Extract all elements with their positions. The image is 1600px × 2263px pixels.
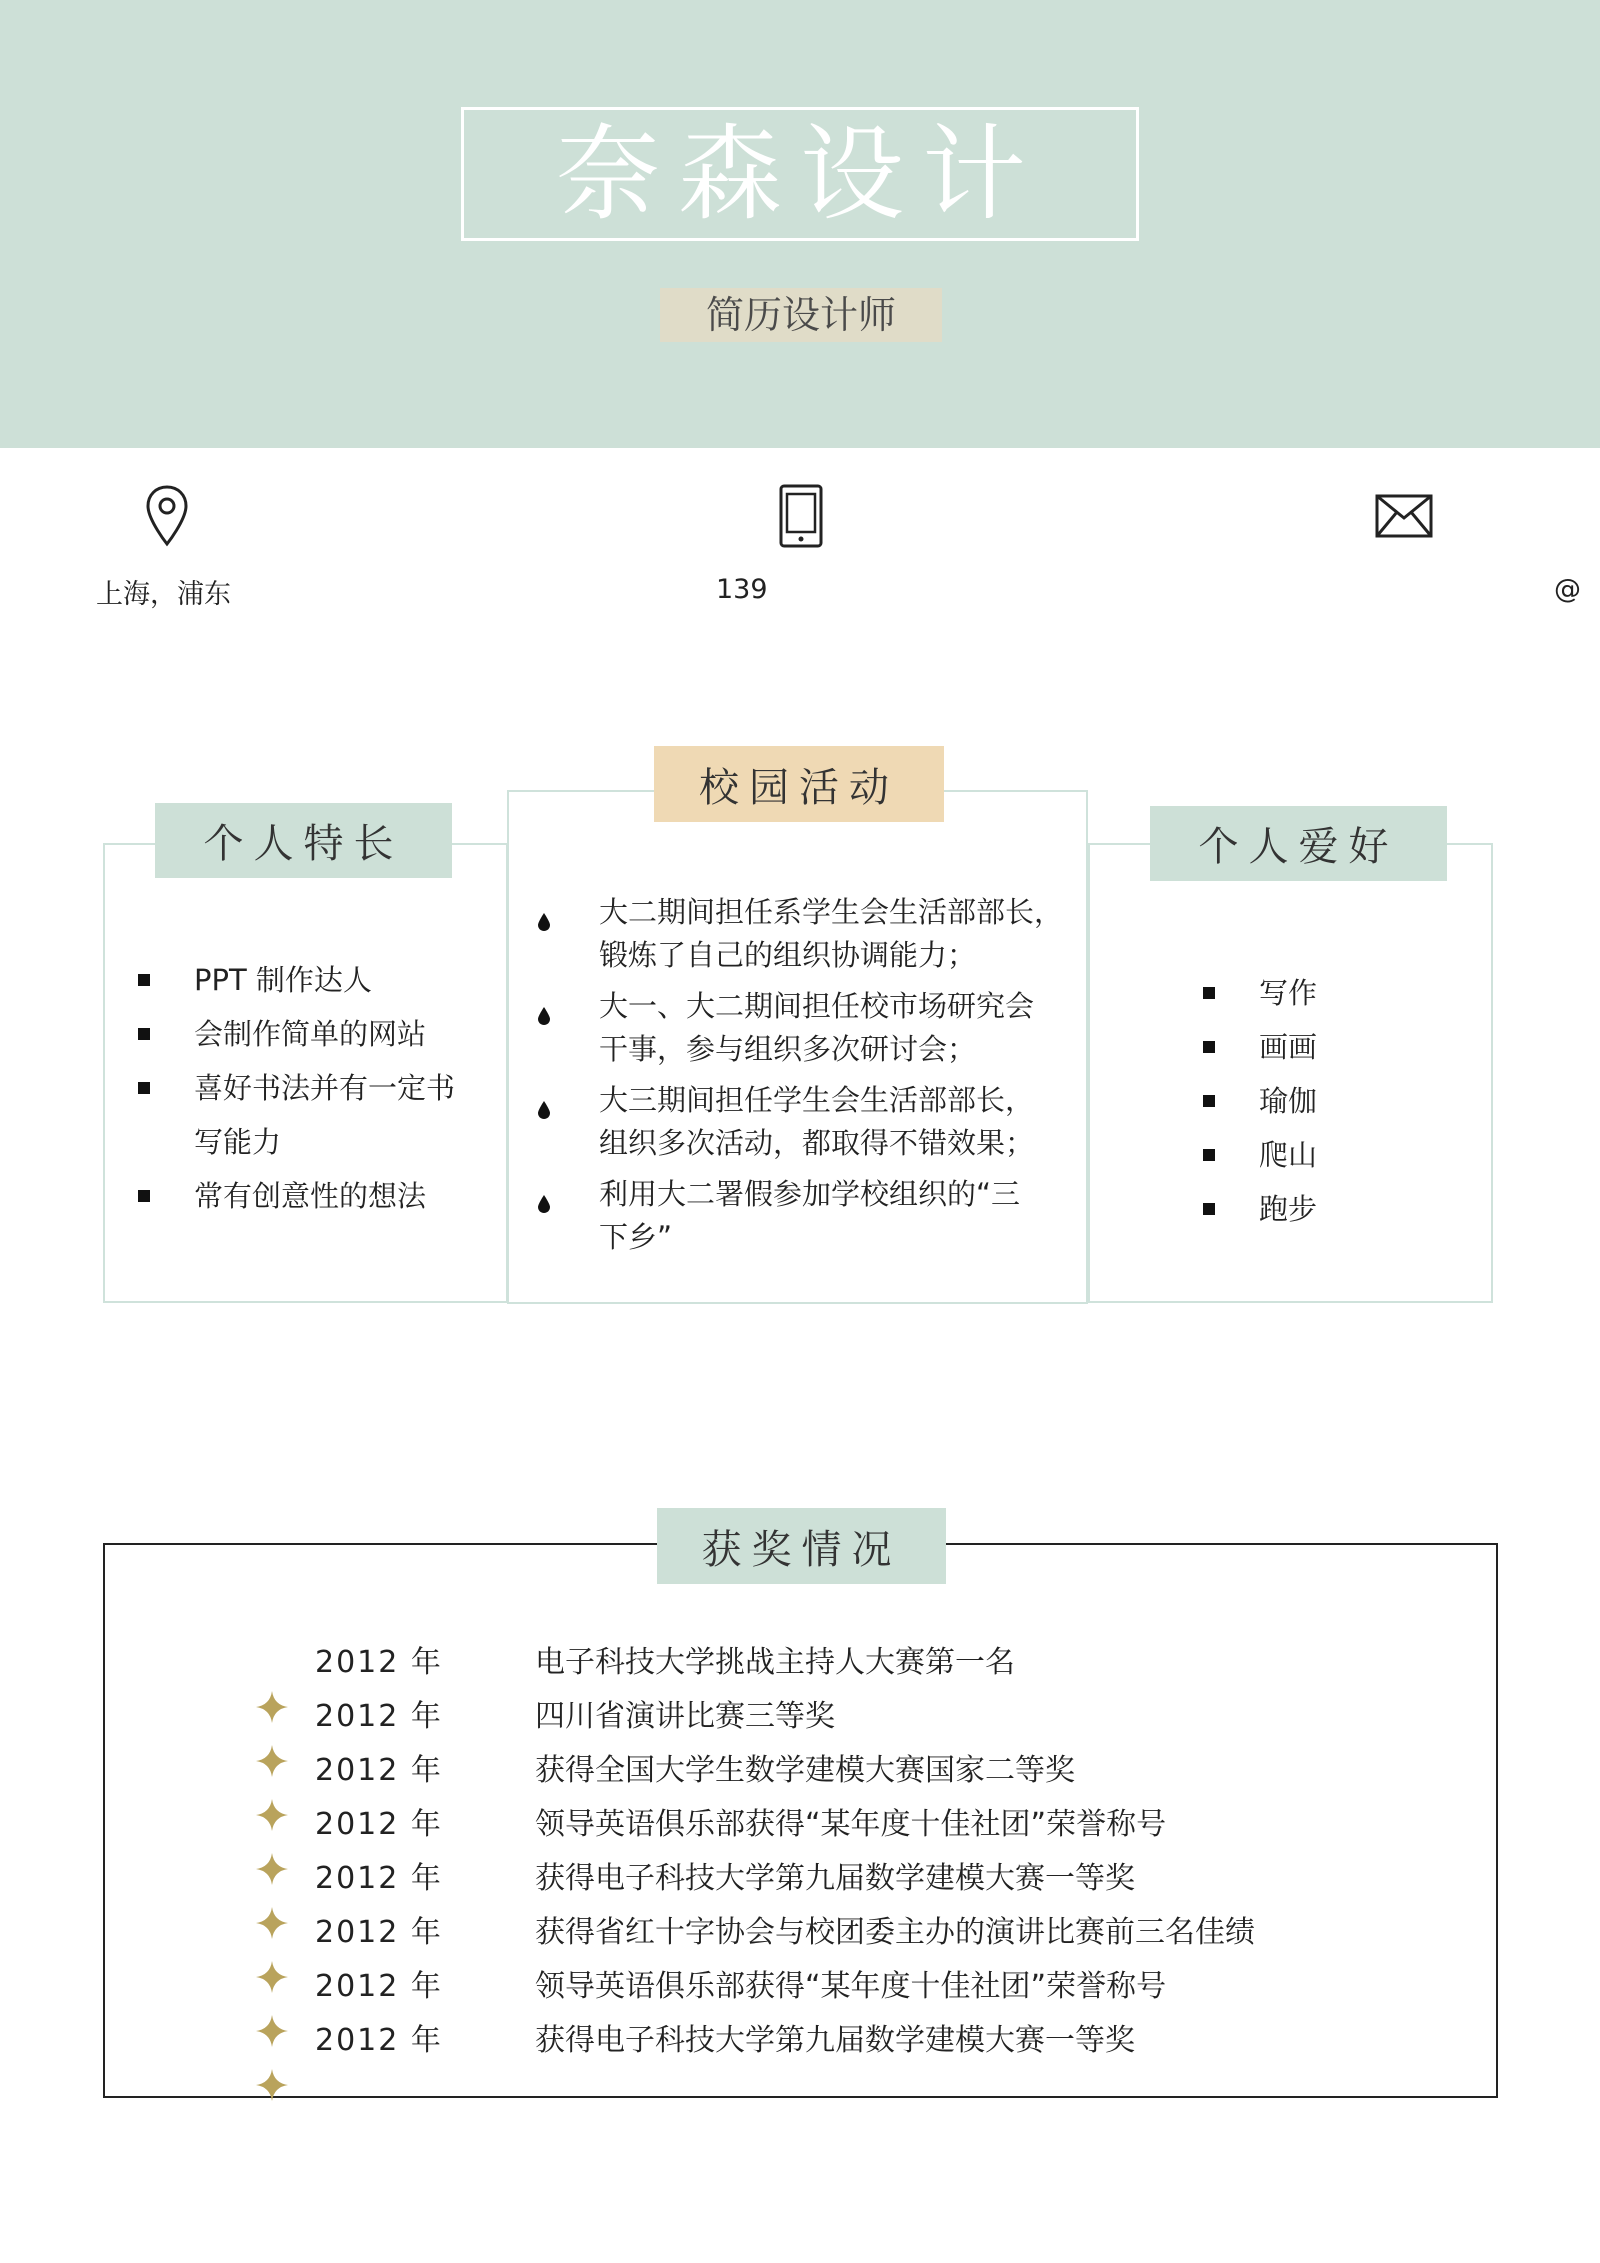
map-pin-icon: [145, 484, 189, 548]
list-item: 瑜伽: [1203, 1074, 1463, 1128]
award-description: 获得省红十字协会与校团委主办的演讲比赛前三名佳绩: [535, 1915, 1255, 1950]
square-bullet-icon: [1203, 1149, 1215, 1161]
star-icon: [255, 2068, 289, 2106]
list-item: 大三期间担任学生会生活部部长， 组织多次活动，都取得不错效果；: [537, 1079, 1077, 1165]
email-text: @: [1554, 574, 1581, 605]
list-item: 会制作简单的网站: [138, 1007, 498, 1061]
list-item-continuation: 写能力: [194, 1125, 282, 1159]
award-year: 2012 年: [315, 2023, 443, 2058]
droplet-bullet-icon: [537, 995, 551, 1038]
star-icon: [255, 1906, 289, 1944]
list-item: 跑步: [1203, 1182, 1463, 1236]
droplet-bullet-icon: [537, 1183, 551, 1226]
campus-list: [537, 891, 1077, 1267]
square-bullet-icon: [1203, 1203, 1215, 1215]
award-year: 2012 年: [315, 1699, 443, 1734]
square-bullet-icon: [138, 1082, 150, 1094]
hobbies-heading: 个人爱好: [1150, 806, 1447, 881]
list-item: 写作: [1203, 966, 1463, 1020]
square-bullet-icon: [1203, 1041, 1215, 1053]
list-item: 常有创意性的想法: [138, 1169, 498, 1223]
award-description: 领导英语俱乐部获得“某年度十佳社团”荣誉称号: [535, 1807, 1167, 1842]
award-year: 2012 年: [315, 1753, 443, 1788]
award-description: 获得电子科技大学第九届数学建模大赛一等奖: [535, 1861, 1135, 1896]
awards-heading: 获奖情况: [657, 1508, 946, 1584]
square-bullet-icon: [1203, 1095, 1215, 1107]
envelope-icon: [1375, 494, 1433, 538]
skills-heading: 个人特长: [155, 803, 452, 878]
award-description: 领导英语俱乐部获得“某年度十佳社团”荣誉称号: [535, 1969, 1167, 2004]
smartphone-icon: [778, 484, 824, 548]
phone-text: 139: [716, 574, 768, 605]
award-description: 电子科技大学挑战主持人大赛第一名: [535, 1645, 1015, 1680]
award-year: 2012 年: [315, 1861, 443, 1896]
list-item: 大二期间担任系学生会生活部部长， 锻炼了自己的组织协调能力；: [537, 891, 1077, 977]
square-bullet-icon: [138, 1190, 150, 1202]
award-description: 获得电子科技大学第九届数学建模大赛一等奖: [535, 2023, 1135, 2058]
location-text: 上海，浦东: [96, 579, 231, 610]
square-bullet-icon: [138, 1028, 150, 1040]
list-item: 喜好书法并有一定书: [138, 1061, 498, 1115]
list-item: 利用大二署假参加学校组织的“三 下乡”: [537, 1173, 1077, 1259]
star-icon: [255, 1798, 289, 1836]
list-item: PPT 制作达人: [138, 953, 498, 1007]
square-bullet-icon: [1203, 987, 1215, 999]
award-year: 2012 年: [315, 1969, 443, 2004]
award-year: 2012 年: [315, 1807, 443, 1842]
star-icon: [255, 1744, 289, 1782]
awards-panel: [103, 1543, 1498, 2098]
subtitle-badge: [660, 288, 942, 342]
star-icon: [255, 1852, 289, 1890]
droplet-bullet-icon: [537, 901, 551, 944]
list-item: 爬山: [1203, 1128, 1463, 1182]
name-title-box: [461, 107, 1139, 241]
table-row: [105, 1637, 1205, 1680]
square-bullet-icon: [138, 974, 150, 986]
hobbies-list: [1203, 966, 1463, 1236]
award-year: 2012 年: [315, 1645, 443, 1680]
award-year: 2012 年: [315, 1915, 443, 1950]
list-item: 大一、大二期间担任校市场研究会 干事，参与组织多次研讨会；: [537, 985, 1077, 1071]
award-description: 四川省演讲比赛三等奖: [535, 1699, 835, 1734]
campus-heading: 校园活动: [654, 746, 944, 822]
droplet-bullet-icon: [537, 1089, 551, 1132]
skills-list: [138, 953, 498, 1223]
award-description: 获得全国大学生数学建模大赛国家二等奖: [535, 1753, 1075, 1788]
star-icon: [255, 1690, 289, 1728]
star-icon: [255, 1960, 289, 1998]
list-item: 画画: [1203, 1020, 1463, 1074]
job-title: 简历设计师: [705, 293, 896, 337]
star-icon: [255, 2014, 289, 2052]
name-title: 奈森设计: [555, 113, 1044, 235]
